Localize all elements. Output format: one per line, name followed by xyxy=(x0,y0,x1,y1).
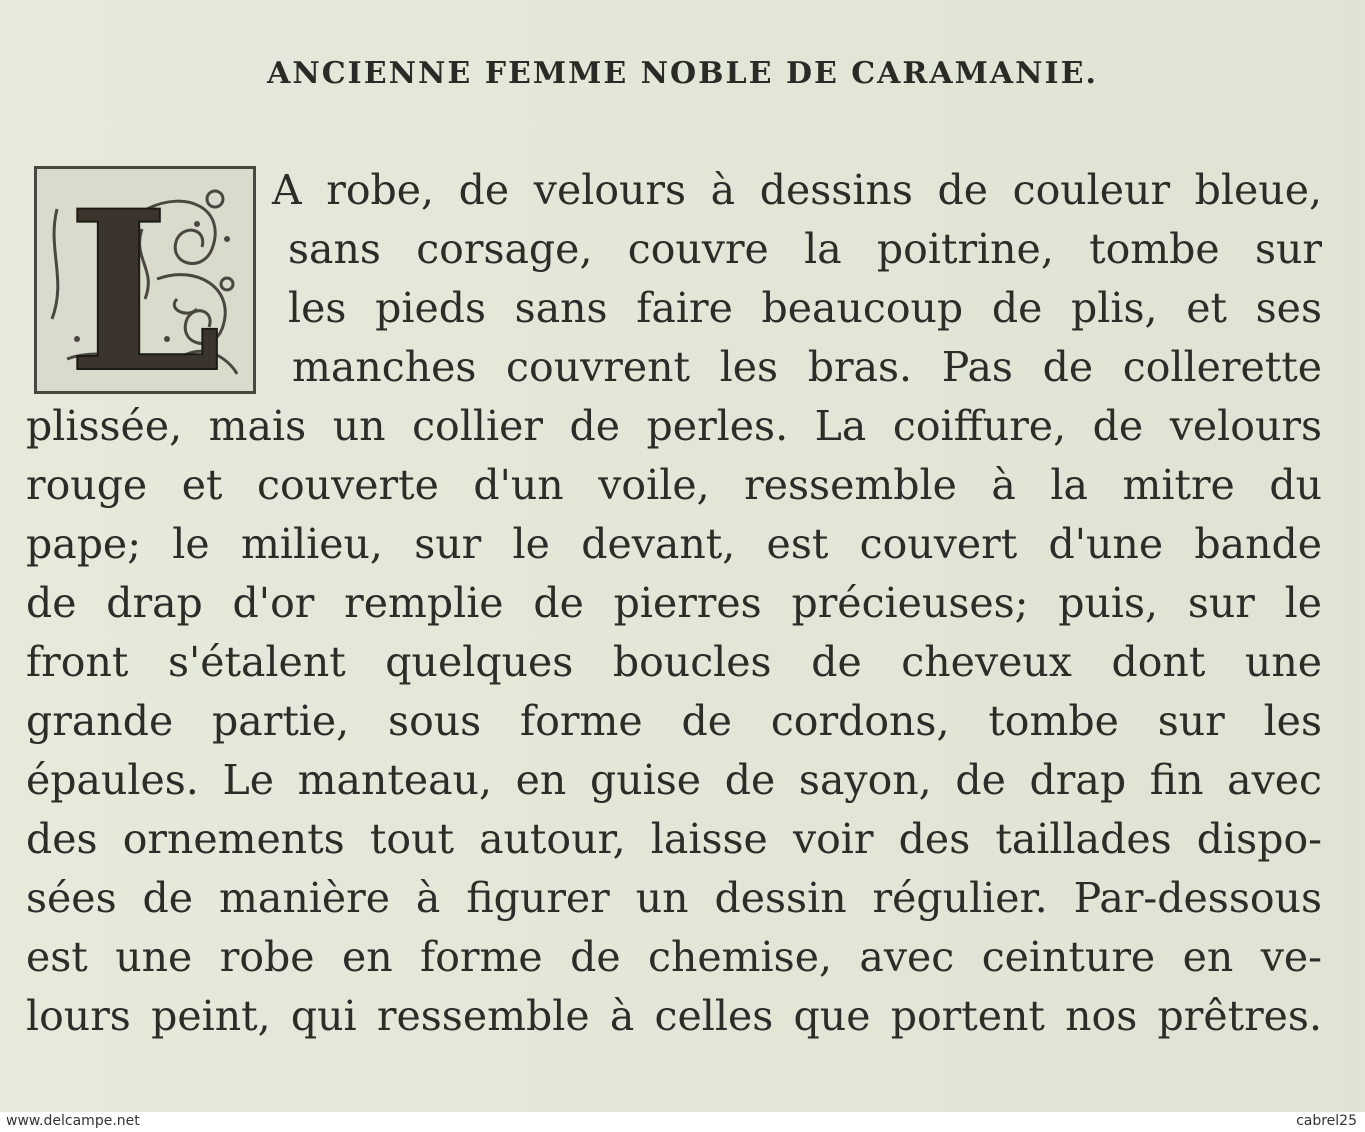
text-line: est une robe en forme de chemise, avec ceinture en ve- xyxy=(26,933,1322,981)
text-line: front s'étalent quelques boucles de cheveux dont une xyxy=(26,638,1322,686)
text-line: rouge et couverte d'un voile, ressemble à la mitre du xyxy=(26,461,1322,509)
ornamental-dropcap xyxy=(34,166,256,394)
text-line: sées de manière à figurer un dessin régulier. Par-dessous xyxy=(26,874,1322,922)
text-line: épaules. Le manteau, en guise de sayon, de drap fin avec xyxy=(26,756,1322,804)
text-line: les pieds sans faire beaucoup de plis, et ses xyxy=(288,284,1322,332)
watermark-site: www.delcampe.net xyxy=(6,1113,140,1129)
watermark-bar xyxy=(0,1112,1365,1132)
dropcap-ornament-icon xyxy=(37,169,253,391)
text-line: grande partie, sous forme de cordons, tombe sur les xyxy=(26,697,1322,745)
dropcap-letter: L xyxy=(67,169,222,391)
watermark-seller: cabrel25 xyxy=(1296,1113,1357,1129)
text-line: des ornements tout autour, laisse voir des taillades dispo- xyxy=(26,815,1322,863)
text-line: lours peint, qui ressemble à celles que portent nos prêtres. xyxy=(26,992,1322,1040)
text-line: sans corsage, couvre la poitrine, tombe sur xyxy=(288,225,1322,273)
text-line: pape; le milieu, sur le devant, est couvert d'une bande xyxy=(26,520,1322,568)
page-title: ANCIENNE FEMME NOBLE DE CARAMANIE. xyxy=(267,56,1098,91)
text-line: manches couvrent les bras. Pas de collerette xyxy=(292,343,1322,391)
text-line: plissée, mais un collier de perles. La coiffure, de velours xyxy=(26,402,1322,450)
text-line: A robe, de velours à dessins de couleur bleue, xyxy=(272,166,1322,214)
text-line: de drap d'or remplie de pierres précieuses; puis, sur le xyxy=(26,579,1322,627)
